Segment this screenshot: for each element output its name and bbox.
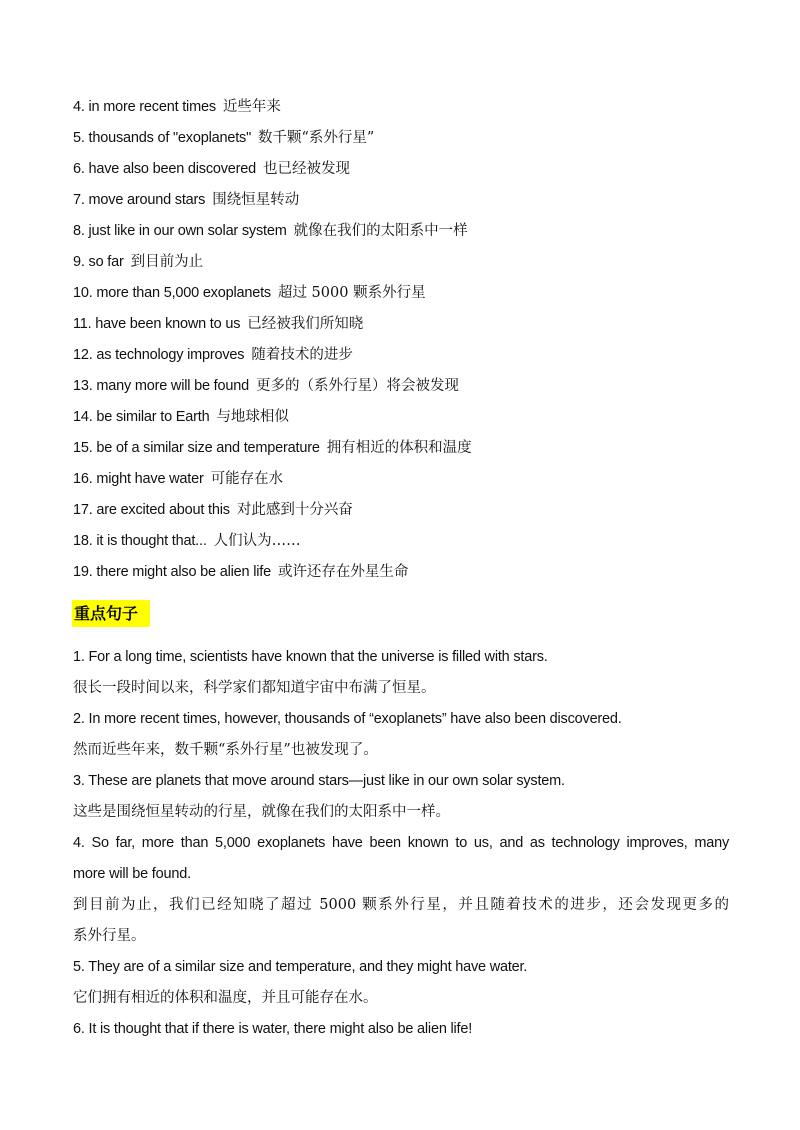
section-heading-key-sentences: 重点句子 — [72, 600, 150, 627]
phrase-english: 7. move around stars — [73, 192, 206, 208]
phrase-item — [73, 371, 733, 402]
phrase-item — [73, 309, 733, 340]
phrase-item — [73, 464, 733, 495]
phrase-english: 10. more than 5,000 exoplanets — [73, 285, 271, 301]
sentence-chinese: 这些是围绕恒星转动的行星，就像在我们的太阳系中一样。 — [73, 804, 450, 820]
phrase-english: 15. be of a similar size and temperature — [73, 440, 320, 456]
phrase-chinese: 或许还存在外星生命 — [277, 564, 409, 580]
phrase-chinese: 更多的（系外行星）将会被发现 — [255, 378, 459, 394]
phrase-chinese: 超过 5000 颗系外行星 — [277, 285, 426, 301]
phrase-chinese: 近些年来 — [222, 99, 281, 115]
phrase-english: 17. are excited about this — [73, 502, 230, 518]
phrase-item — [73, 185, 733, 216]
sentence-chinese: 到目前为止，我们已经知晓了超过 5000 颗系外行星，并且随着技术的进步，还会发现更多的 — [73, 897, 729, 913]
phrase-english: 12. as technology improves — [73, 347, 245, 363]
phrase-item — [73, 526, 733, 557]
phrase-item — [73, 557, 733, 588]
key-sentences — [73, 642, 729, 1045]
phrase-english: 8. just like in our own solar system — [73, 223, 287, 239]
phrase-english: 5. thousands of "exoplanets" — [73, 130, 252, 146]
phrase-english: 16. might have water — [73, 471, 204, 487]
sentence-chinese: 它们拥有相近的体积和温度，并且可能存在水。 — [73, 990, 378, 1006]
phrase-item — [73, 247, 733, 278]
sentence-chinese: 然而近些年来，数千颗“系外行星”也被发现了。 — [73, 742, 378, 758]
phrase-chinese: 数千颗“系外行星” — [258, 130, 375, 146]
phrase-item — [73, 402, 733, 433]
phrase-item — [73, 340, 733, 371]
sentence-english: 3. These are planets that move around stars—just like in our own solar system. — [73, 773, 565, 789]
phrase-english: 18. it is thought that... — [73, 533, 207, 549]
phrase-item — [73, 154, 733, 185]
phrase-chinese: 可能存在水 — [210, 471, 284, 487]
phrase-chinese: 围绕恒星转动 — [212, 192, 300, 208]
phrase-english: 14. be similar to Earth — [73, 409, 210, 425]
phrase-item — [73, 433, 733, 464]
phrase-english: 6. have also been discovered — [73, 161, 257, 177]
sentence-english-continued: more will be found. — [73, 866, 191, 882]
phrase-chinese: 到目前为止 — [130, 254, 204, 270]
sentence-english: 4. So far, more than 5,000 exoplanets have been known to us, and as technology improves, many — [73, 835, 729, 851]
phrase-chinese: 人们认为…… — [213, 533, 301, 549]
phrase-chinese: 已经被我们所知晓 — [247, 316, 364, 332]
phrase-chinese: 也已经被发现 — [263, 161, 351, 177]
sentence-english: 1. For a long time, scientists have known that the universe is filled with stars. — [73, 649, 548, 665]
phrase-item — [73, 216, 733, 247]
sentence-english: 6. It is thought that if there is water, there might also be alien life! — [73, 1021, 473, 1037]
phrase-item — [73, 278, 733, 309]
phrase-english: 19. there might also be alien life — [73, 564, 271, 580]
phrase-item — [73, 92, 733, 123]
phrase-english: 11. have been known to us — [73, 316, 241, 332]
sentence-chinese: 很长一段时间以来，科学家们都知道宇宙中布满了恒星。 — [73, 680, 436, 696]
phrase-list — [73, 92, 733, 588]
sentence-chinese-continued: 系外行星。 — [73, 928, 146, 944]
phrase-chinese: 拥有相近的体积和温度 — [326, 440, 472, 456]
phrase-chinese: 随着技术的进步 — [251, 347, 353, 363]
phrase-english: 13. many more will be found — [73, 378, 249, 394]
sentence-english: 2. In more recent times, however, thousands of “exoplanets” have also been discovered. — [73, 711, 622, 727]
phrase-chinese: 就像在我们的太阳系中一样 — [293, 223, 468, 239]
phrase-item — [73, 123, 733, 154]
phrase-chinese: 与地球相似 — [216, 409, 289, 425]
phrase-item — [73, 495, 733, 526]
phrase-chinese: 对此感到十分兴奋 — [236, 502, 353, 518]
phrase-english: 4. in more recent times — [73, 99, 216, 115]
phrase-english: 9. so far — [73, 254, 124, 270]
sentence-english: 5. They are of a similar size and temperature, and they might have water. — [73, 959, 528, 975]
